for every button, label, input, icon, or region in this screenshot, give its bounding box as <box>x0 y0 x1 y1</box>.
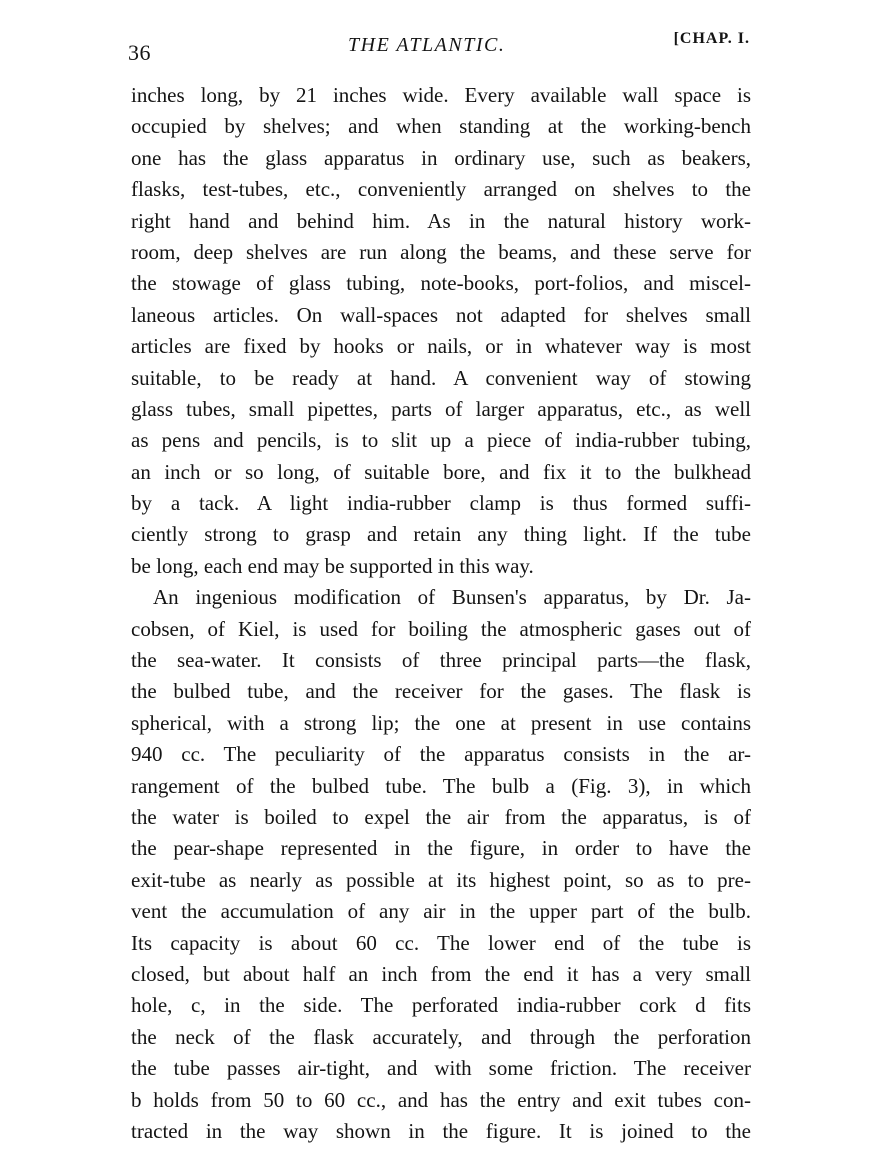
paragraph-2 <box>131 582 751 1147</box>
text-line: right hand and behind him. As in the natural history work- <box>131 208 751 233</box>
page-number: 36 <box>128 40 151 65</box>
text-line: cobsen, of Kiel, is used for boiling the atmospheric gases out of <box>131 616 751 641</box>
text-line: the neck of the flask accurately, and through the perforation <box>131 1024 751 1049</box>
chapter-reference: [CHAP. I. <box>673 30 750 47</box>
text-line: one has the glass apparatus in ordinary use, such as beakers, <box>131 145 751 170</box>
text-line: ciently strong to grasp and retain any thing light. If the tube <box>131 522 751 547</box>
text-line: Its capacity is about 60 cc. The lower end of the tube is <box>131 930 751 955</box>
text-line: flasks, test-tubes, etc., conveniently arranged on shelves to the <box>131 177 751 202</box>
text-line: laneous articles. On wall-spaces not adapted for shelves small <box>131 302 751 327</box>
text-line: b holds from 50 to 60 cc., and has the entry and exit tubes con- <box>131 1087 751 1112</box>
text-line: glass tubes, small pipettes, parts of larger apparatus, etc., as well <box>131 396 751 421</box>
text-line: the stowage of glass tubing, note-books, port-folios, and miscel- <box>131 271 751 296</box>
text-line: closed, but about half an inch from the end it has a very small <box>131 961 751 986</box>
text-line: inches long, by 21 inches wide. Every available wall space is <box>131 83 751 107</box>
text-line: rangement of the bulbed tube. The bulb a (Fig. 3), in which <box>131 773 751 798</box>
text-line: An ingenious modification of Bunsen's apparatus, by Dr. Ja- <box>153 585 751 610</box>
running-title: THE ATLANTIC. <box>348 34 506 56</box>
text-line: room, deep shelves are run along the beams, and these serve for <box>131 239 751 264</box>
text-line: articles are fixed by hooks or nails, or in whatever way is most <box>131 334 751 359</box>
body-text <box>131 80 751 1147</box>
text-line: the sea-water. It consists of three principal parts—the flask, <box>131 648 751 673</box>
text-line: the water is boiled to expel the air from the apparatus, is of <box>131 804 751 829</box>
text-line: occupied by shelves; and when standing at the working-bench <box>131 114 751 139</box>
running-head <box>128 30 750 66</box>
text-line: suitable, to be ready at hand. A convenient way of stowing <box>131 365 751 390</box>
text-line: as pens and pencils, is to slit up a piece of india-rubber tubing, <box>131 428 751 453</box>
text-line: the pear-shape represented in the figure, in order to have the <box>131 836 751 861</box>
text-line: be long, each end may be supported in this way. <box>131 553 534 578</box>
text-line: 940 cc. The peculiarity of the apparatus consists in the ar- <box>131 742 751 767</box>
text-line: exit-tube as nearly as possible at its highest point, so as to pre- <box>131 867 751 892</box>
text-line: the bulbed tube, and the receiver for the gases. The flask is <box>131 679 751 704</box>
text-line: the tube passes air-tight, and with some friction. The receiver <box>131 1056 751 1081</box>
text-line: an inch or so long, of suitable bore, and fix it to the bulkhead <box>131 459 751 484</box>
text-line: by a tack. A light india-rubber clamp is thus formed suffi- <box>131 491 751 516</box>
text-line: vent the accumulation of any air in the upper part of the bulb. <box>131 899 751 924</box>
text-line: spherical, with a strong lip; the one at present in use contains <box>131 710 751 735</box>
text-line: tracted in the way shown in the figure. It is joined to the <box>131 1118 751 1143</box>
text-line: hole, c, in the side. The perforated india-rubber cork d fits <box>131 993 751 1018</box>
paragraph-1 <box>131 80 751 582</box>
